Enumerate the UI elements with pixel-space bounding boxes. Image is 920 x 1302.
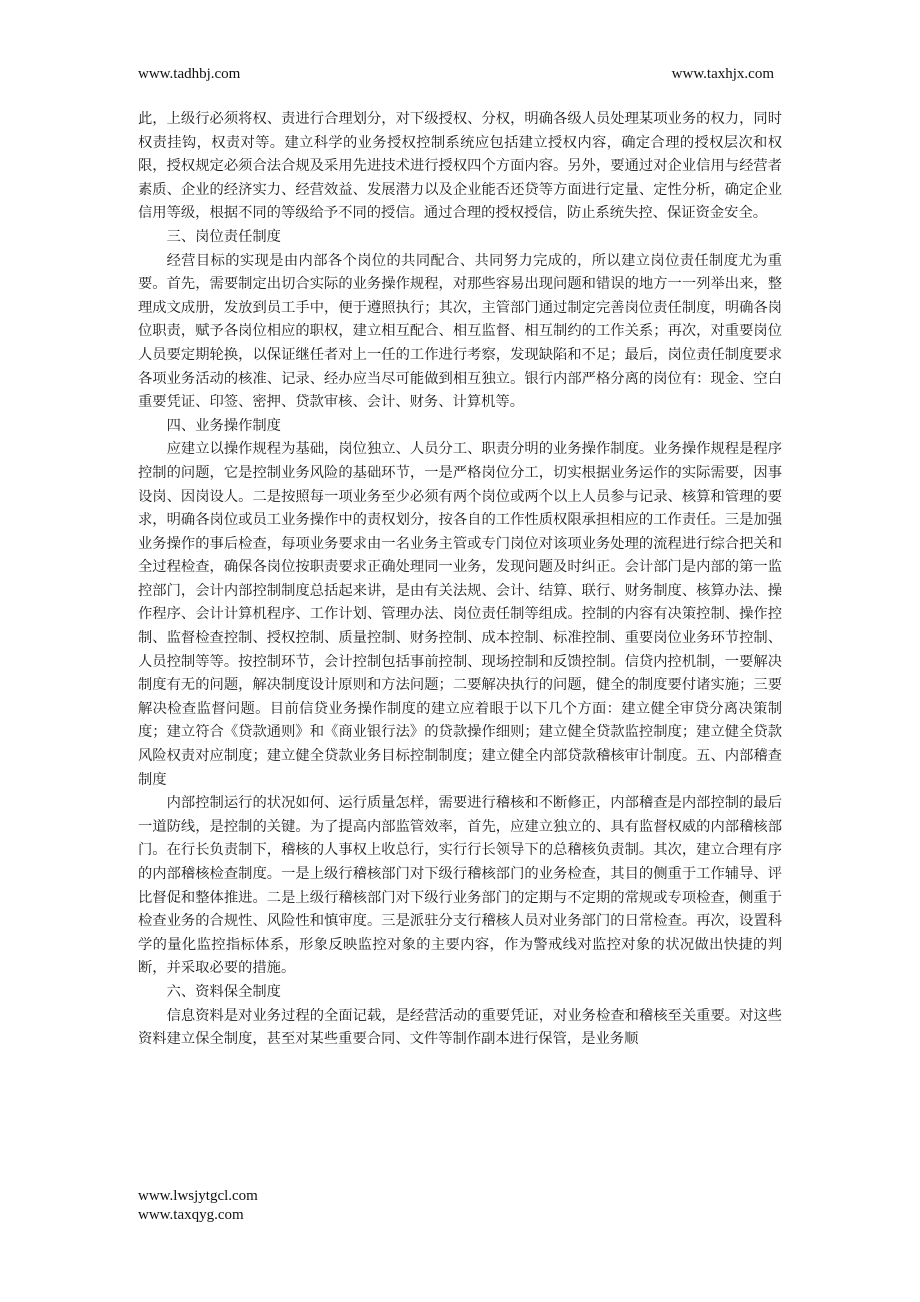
paragraph-post-responsibility: 经营目标的实现是由内部各个岗位的共同配合、共同努力完成的，所以建立岗位责任制度尤为重要。首先，需要制定出切合实际的业务操作规程，对那些容易出现问题和错误的地方一一列举出来，整理成文成册，发放到员工手中，便于遵照执行；其次，主管部门通过制定完善岗位责任制度，明确各岗位职责，赋予各岗位相应的职权，建立相互配合、相互监督、相互制约的工作关系；再次，对重要岗位人员要定期轮换，以保证继任者对上一任的工作进行考察，发现缺陷和不足；最后，岗位责任制度要求各项业务活动的核准、记录、经办应当尽可能做到相互独立。银行内部严格分离的岗位有：现金、空白重要凭证、印签、密押、贷款审核、会计、财务、计算机等。 <box>138 252 782 411</box>
paragraph-data-preservation: 信息资料是对业务过程的全面记载，是经营活动的重要凭证，对业务检查和稽核至关重要。对这些资料建立保全制度，甚至对某些重要合同、文件等制作副本进行保管，是业务顺 <box>138 1007 782 1048</box>
footer-url-2[interactable]: www.taxqyg.com <box>138 1207 244 1223</box>
paragraph-authorization: 此，上级行必须将权、责进行合理划分，对下级授权、分权，明确各级人员处理某项业务的权力，同时权责挂钩，权责对等。建立科学的业务授权控制系统应包括建立授权内容，确定合理的授权层次和权限，授权规定必须合法合规及采用先进技术进行授权四个方面内容。另外，要通过对企业信用与经营者素质、企业的经济实力、经营效益、发展潜力以及企业能否还贷等方面进行定量、定性分析，确定企业信用等级，根据不同的等级给予不同的授信。通过合理的授权授信，防止系统失控、保证资金安全。 <box>138 111 782 222</box>
paragraph-business-operation: 应建立以操作规程为基础，岗位独立、人员分工、职责分明的业务操作制度。业务操作规程是程序控制的问题，它是控制业务风险的基础环节，一是严格岗位分工，切实根据业务运作的实际需要，因事设岗、因岗设人。二是按照每一项业务至少必须有两个岗位或两个以上人员参与记录、核算和管理的要求，明确各岗位或员工业务操作中的责权划分，按各自的工作性质权限承担相应的工作责任。三是加强业务操作的事后检查，每项业务要求由一名业务主管或专门岗位对该项业务处理的流程进行综合把关和全过程检查，确保各岗位按职责要求正确处理同一业务，发现问题及时纠正。会计部门是内部的第一监控部门，会计内部控制制度总括起来讲，是由有关法规、会计、结算、联行、财务制度、核算办法、操作程序、会计计算机程序、工作计划、管理办法、岗位责任制等组成。控制的内容有决策控制、操作控制、监督检查控制、授权控制、质量控制、财务控制、成本控制、标准控制、重要岗位业务环节控制、人员控制等等。按控制环节，会计控制包括事前控制、现场控制和反馈控制。信贷内控机制，一要解决制度有无的问题，解决制度设计原则和方法问题；二要解决执行的问题，健全的制度要付诸实施；三要解决检查监督问题。目前信贷业务操作制度的建立应着眼于以下几个方面：建立健全审贷分离决策制度；建立符合《贷款通则》和《商业银行法》的贷款操作细则；建立健全贷款监控制度；建立健全贷款风险权责对应制度；建立健全贷款业务目标控制制度；建立健全内部贷款稽核审计制度。五、内部稽查制度 <box>138 441 782 788</box>
paragraph-internal-audit: 内部控制运行的状况如何、运行质量怎样，需要进行稽核和不断修正，内部稽查是内部控制的最后一道防线，是控制的关键。为了提高内部监管效率，首先，应建立独立的、具有监督权威的内部稽核部门。在行长负责制下，稽核的人事权上收总行，实行行长领导下的总稽核负责制。其次，建立合理有序的内部稽核检查制度。一是上级行稽核部门对下级行稽核部门的业务检查，其目的侧重于工作辅导、评比督促和整体推进。二是上级行稽核部门对下级行业务部门的定期与不定期的常规或专项检查，侧重于检查业务的合规性、风险性和慎审度。三是派驻分支行稽核人员对业务部门的日常检查。再次，设置科学的量化监控指标体系，形象反映监控对象的主要内容，作为警戒线对监控对象的状况做出快捷的判断，并采取必要的措施。 <box>138 795 782 977</box>
footer-url-1[interactable]: www.lwsjytgcl.com <box>138 1188 258 1204</box>
footer <box>138 1187 258 1225</box>
header-left-url[interactable]: www.tadhbj.com <box>138 66 241 82</box>
section-heading-3: 三、岗位责任制度 <box>166 228 281 245</box>
section-heading-6: 六、资料保全制度 <box>166 983 281 1000</box>
section-heading-4: 四、业务操作制度 <box>166 417 281 434</box>
header-right-url[interactable]: www.taxhjx.com <box>671 66 774 82</box>
document-body <box>138 108 782 1052</box>
